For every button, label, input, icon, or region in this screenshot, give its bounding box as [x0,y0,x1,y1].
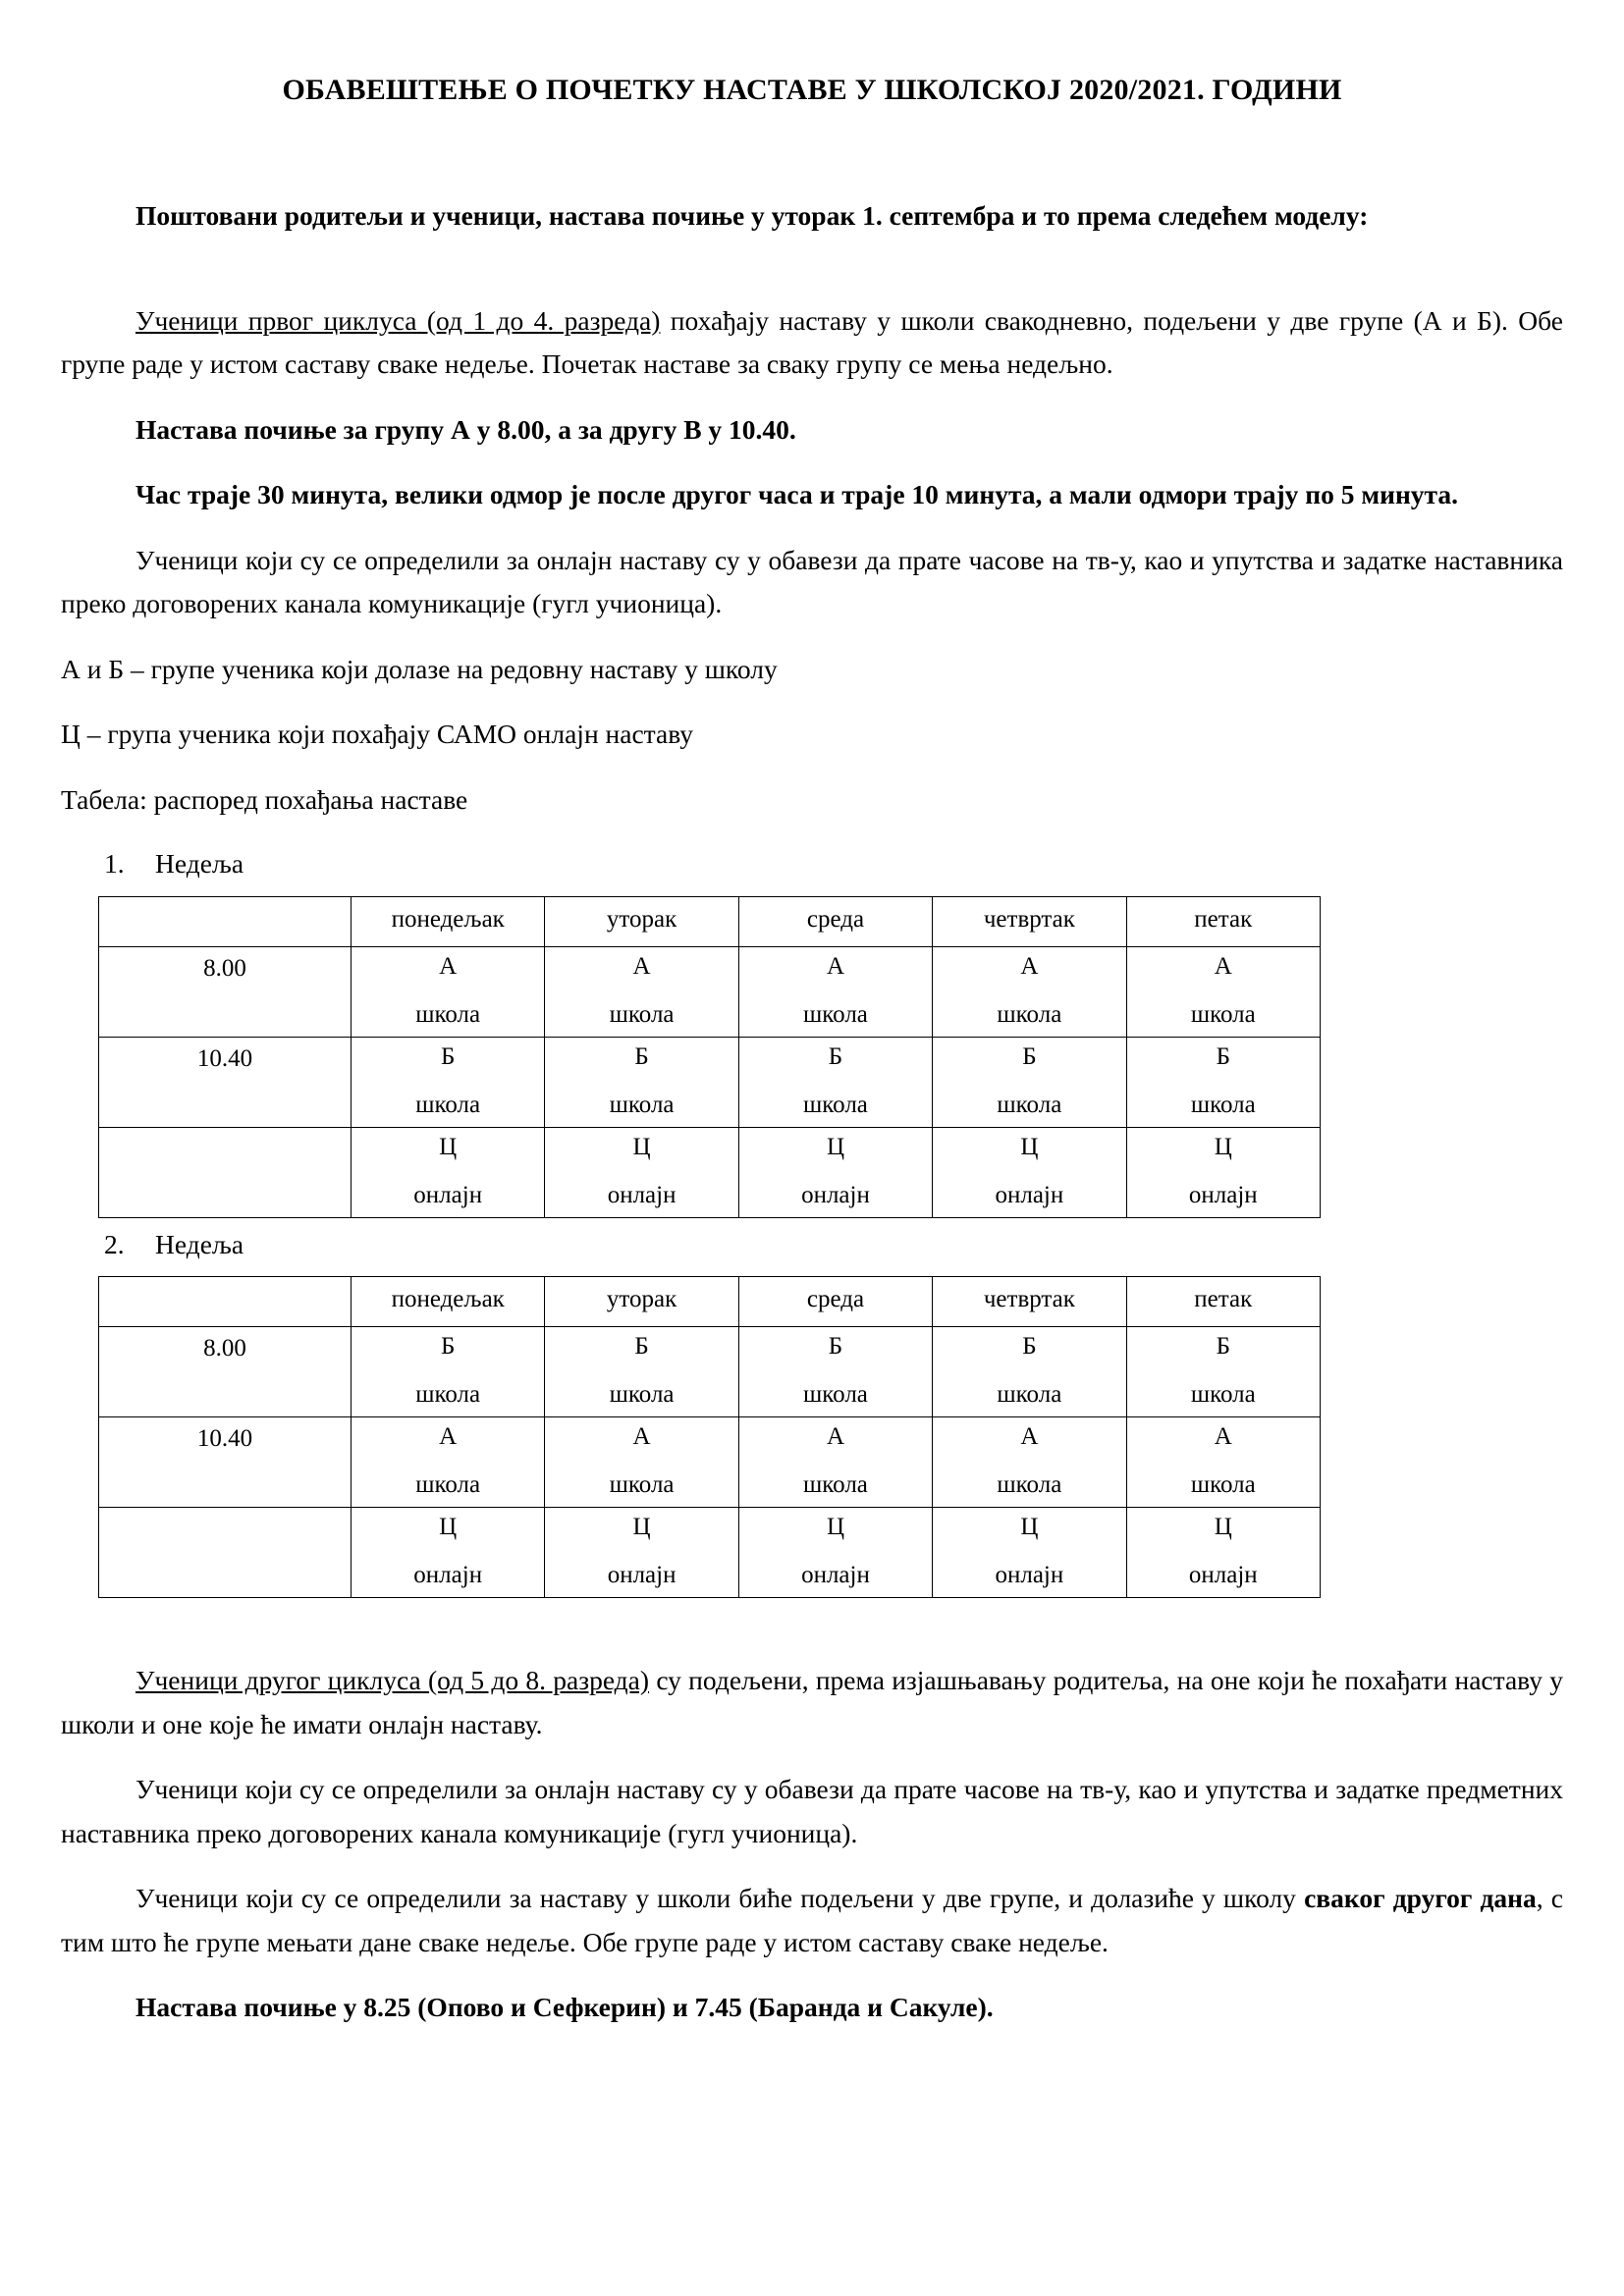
header-cell-monday: понедељак [352,1276,545,1326]
header-cell-wednesday: среда [738,1276,932,1326]
cell-place: онлајн [413,1562,483,1589]
cell-place: школа [1190,1001,1256,1029]
cycle2-online-note: Ученици који су се определили за онлајн наставу су у обавези да прате часове на тв-у, као и упутства и задатке предметних наставника преко договорених канала комуникације (гугл учионица). [61,1774,1563,1848]
table-cell [738,1416,932,1507]
week1-schedule-table [98,896,1321,1218]
table-row [99,1326,1321,1416]
cell-group: Б [828,1332,843,1360]
table-cell [738,1127,932,1217]
cell-place: онлајн [1188,1182,1258,1209]
school-note-part1: Ученици који су се определили за наставу у школи биће подељени у две групе, и долазиће у школу [135,1883,1305,1914]
header-cell-tuesday: уторак [545,1276,738,1326]
table-cell [352,1416,545,1507]
week2-marker: 2. [104,1228,125,1259]
cell-group: Ц [632,1133,651,1160]
table-cell [933,1326,1126,1416]
cell-group: Ц [1214,1133,1232,1160]
header-cell-time [99,896,352,946]
cell-place: школа [609,1471,675,1499]
cell-place: школа [609,1381,675,1409]
row-time-label [99,1416,352,1507]
cycle1-underlined-lead: Ученици првог циклуса (од 1 до 4. разреда) [135,304,661,336]
cell-place: школа [609,1092,675,1119]
cell-group: Ц [1020,1133,1039,1160]
header-cell-tuesday: уторак [545,896,738,946]
time-value [103,1130,347,1132]
cell-place: школа [997,1001,1062,1029]
spacer [61,757,1563,778]
cell-place: школа [1190,1092,1256,1119]
cycle2-lead-paragraph [61,1659,1563,1746]
cell-place: школа [997,1381,1062,1409]
table-row [99,1037,1321,1127]
table-cell [738,1037,932,1127]
spacer [61,387,1563,408]
cycle1-start-times: Настава почиње за групу А у 8.00, а за другу В у 10.40. [135,413,796,445]
cell-group: Б [634,1332,649,1360]
cell-group: А [1214,952,1232,980]
table-cell [1126,1416,1320,1507]
cell-place: школа [609,1001,675,1029]
cycle2-school-note [61,1877,1563,1964]
cell-group: А [1020,1422,1039,1450]
table-cell [352,946,545,1037]
table-cell [1126,1127,1320,1217]
cell-group: Б [1022,1332,1037,1360]
table-cell [545,1507,738,1597]
spacer [61,1598,1563,1659]
table-cell [1126,946,1320,1037]
header-cell-thursday: четвртак [933,896,1126,946]
cell-group: А [826,952,844,980]
cell-place: школа [803,1001,868,1029]
header-cell-monday: понедељак [352,896,545,946]
spacer [61,239,1563,299]
cell-place: школа [415,1381,481,1409]
table-cell [933,946,1126,1037]
table-cell [738,946,932,1037]
cell-group: А [1020,952,1039,980]
table-cell [738,1326,932,1416]
spacer [61,822,1563,843]
spacer [61,691,1563,713]
row-time-label [99,1326,352,1416]
spacer [61,517,1563,539]
cell-group: А [439,1422,458,1450]
cell-group: Ц [1020,1513,1039,1540]
cell-group: Б [1022,1042,1037,1070]
header-cell-thursday: четвртак [933,1276,1126,1326]
cell-place: онлајн [1188,1562,1258,1589]
cell-place: онлајн [801,1182,870,1209]
cell-group: Ц [632,1513,651,1540]
table-cell [352,1326,545,1416]
spacer [61,108,1563,194]
table-cell [545,1037,738,1127]
cycle2-start-times: Настава почиње у 8.25 (Опово и Сефкерин) и 7.45 (Баранда и Сакуле). [135,1992,994,2023]
time-value: 8.00 [203,1334,246,1362]
table-cell [933,1507,1126,1597]
spacer [61,1964,1563,1986]
school-note-part2: , с тим што ће групе мењати дане сваке недеље. Обе групе раде у истом саставу сваке недеље. [61,1883,1563,1957]
cell-place: онлајн [607,1182,677,1209]
table-cell [1126,1037,1320,1127]
cell-group: Б [1216,1332,1230,1360]
table-cell [545,1416,738,1507]
cell-group: А [439,952,458,980]
cell-group: А [632,952,651,980]
cycle1-lesson-length: Час траје 30 минута, велики одмор је после другог часа и траје 10 минута, а мали одмори трају по 5 минута. [135,479,1459,510]
header-cell-wednesday: среда [738,896,932,946]
table-row [99,1127,1321,1217]
table-header-row [99,1276,1321,1326]
cell-group: Ц [439,1513,458,1540]
time-value: 10.40 [196,1424,253,1452]
cell-group: Б [634,1042,649,1070]
greeting-paragraph: Поштовани родитељи и ученици, настава почиње у уторак 1. септембра и то према следећем моделу: [135,200,1369,231]
header-cell-friday: петак [1126,896,1320,946]
time-value [103,1510,347,1512]
week2-schedule-table [98,1276,1321,1598]
cycle1-lead-rest: похађају наставу у школи свакодневно, подељени у две групе (А и Б). Обе групе раде у истом саставу сваке недеље. Почетак наставе за сваку групу се мења недељно. [61,304,1563,380]
cell-place: школа [997,1471,1062,1499]
legend-group-c: Ц – група ученика који похађају САМО онлајн наставу [61,719,694,750]
spacer [61,626,1563,648]
table-cell [933,1037,1126,1127]
week1-heading [61,843,1563,883]
cell-group: А [826,1422,844,1450]
week2-table-wrapper [98,1276,1563,1598]
table-cell [352,1037,545,1127]
table-row [99,1416,1321,1507]
table-cell [1126,1326,1320,1416]
row-time-label [99,1127,352,1217]
table-row [99,946,1321,1037]
table-cell [352,1127,545,1217]
table-cell [1126,1507,1320,1597]
cell-place: школа [415,1001,481,1029]
row-time-label [99,1507,352,1597]
spacer [61,452,1563,473]
cell-place: школа [415,1092,481,1119]
table-cell [738,1507,932,1597]
table-cell [933,1127,1126,1217]
table-caption: Табела: распоред похађања наставе [61,783,468,815]
cell-group: Ц [826,1133,844,1160]
week2-label: Недеља [155,1228,244,1259]
cell-group: Б [828,1042,843,1070]
cycle1-online-note: Ученици који су се определили за онлајн наставу су у обавези да прате часове на тв-у, као и упутства и задатке наставника преко договорених канала комуникације (гугл учионица). [61,544,1563,619]
cell-group: Ц [1214,1513,1232,1540]
row-time-label [99,1037,352,1127]
cell-place: школа [1190,1381,1256,1409]
table-row [99,1507,1321,1597]
cycle1-lead-paragraph [61,299,1563,387]
table-cell [545,1326,738,1416]
cell-place: онлајн [801,1562,870,1589]
cell-place: школа [803,1092,868,1119]
time-value: 10.40 [196,1044,253,1072]
week1-label: Недеља [155,848,244,880]
cell-group: А [1214,1422,1232,1450]
page-title: ОБАВЕШТЕЊЕ О ПОЧЕТКУ НАСТАВЕ У ШКОЛСКОЈ 2020/2021. ГОДИНИ [282,74,1342,106]
school-note-bold: сваког другог дана [1304,1883,1537,1914]
cell-group: А [632,1422,651,1450]
table-header-row [99,896,1321,946]
time-value: 8.00 [203,954,246,982]
spacer [61,1746,1563,1768]
cell-place: школа [803,1381,868,1409]
week1-marker: 1. [104,848,125,880]
legend-groups-ab: А и Б – групе ученика који долазе на редовну наставу у школу [61,653,778,684]
cell-place: школа [803,1471,868,1499]
cell-group: Б [441,1332,456,1360]
cell-place: школа [1190,1471,1256,1499]
cell-group: Б [1216,1042,1230,1070]
cell-group: Ц [439,1133,458,1160]
header-cell-friday: петак [1126,1276,1320,1326]
table-cell [352,1507,545,1597]
cell-place: онлајн [607,1562,677,1589]
row-time-label [99,946,352,1037]
cell-place: онлајн [995,1182,1064,1209]
header-cell-time [99,1276,352,1326]
table-cell [933,1416,1126,1507]
week2-heading [61,1224,1563,1264]
cycle2-lead-rest: су подељени, према изјашњавању родитеља, на оне који ће похађати наставу у школи и оне које ће имати онлајн наставу. [61,1664,1563,1739]
spacer [61,1855,1563,1877]
table-cell [545,946,738,1037]
cell-place: школа [997,1092,1062,1119]
cell-group: Б [441,1042,456,1070]
week1-table-wrapper [98,896,1563,1218]
cell-place: онлајн [413,1182,483,1209]
cycle2-underlined-lead: Ученици другог циклуса (од 5 до 8. разреда) [135,1664,650,1695]
cell-group: Ц [826,1513,844,1540]
cell-place: школа [415,1471,481,1499]
table-cell [545,1127,738,1217]
cell-place: онлајн [995,1562,1064,1589]
